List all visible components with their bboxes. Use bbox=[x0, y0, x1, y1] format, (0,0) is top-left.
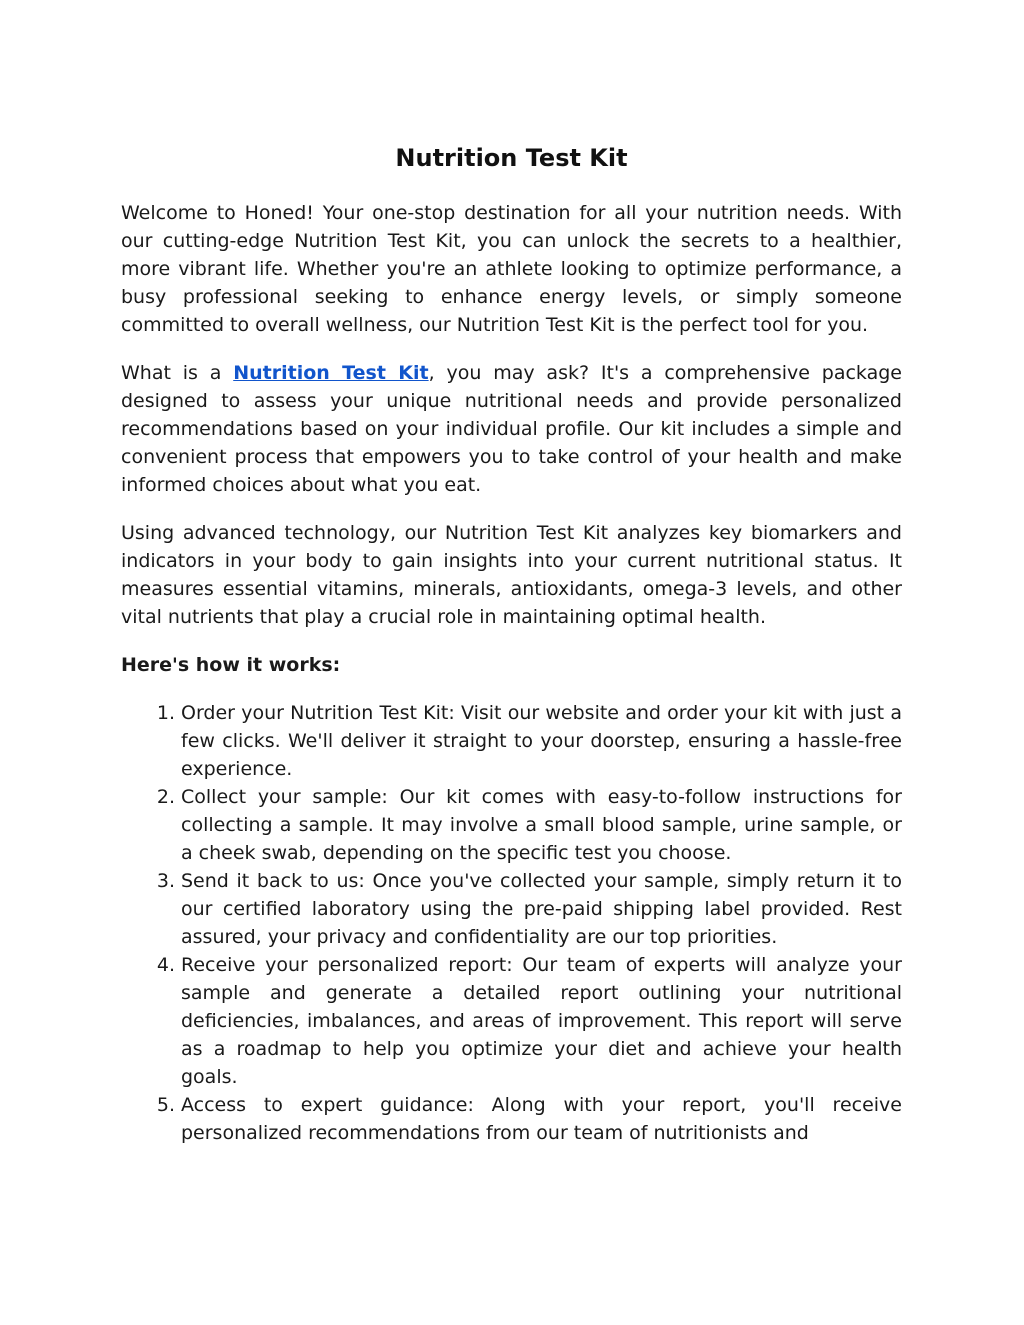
technology-paragraph: Using advanced technology, our Nutrition Test Kit analyzes key biomarkers and indicators in your body to gain insights into your current nutritional status. It measures essential vitamins, minerals, antioxidants, omega-3 levels, and other vital nutrients that play a crucial role in maintaining optimal health. bbox=[121, 522, 902, 628]
list-item-text: Order your Nutrition Test Kit: Visit our website and order your kit with just a few clicks. We'll deliver it straight to your doorstep, ensuring a hassle-free experience. bbox=[181, 702, 902, 780]
list-item bbox=[121, 867, 902, 951]
list-item bbox=[121, 783, 902, 867]
document-page bbox=[121, 140, 902, 1147]
list-item bbox=[121, 1091, 902, 1147]
list-item-text: Send it back to us: Once you've collected your sample, simply return it to our certified laboratory using the pre-paid shipping label provided. Rest assured, your privacy and confidentiality are our top priorities. bbox=[181, 870, 902, 948]
page-title: Nutrition Test Kit bbox=[395, 144, 628, 172]
what-is-lead-text: What is a bbox=[121, 362, 234, 384]
nutrition-test-kit-link[interactable]: Nutrition Test Kit bbox=[233, 362, 429, 384]
list-item bbox=[121, 699, 902, 783]
intro-paragraph: Welcome to Honed! Your one-stop destination for all your nutrition needs. With our cutting-edge Nutrition Test Kit, you can unlock the secrets to a healthier, more vibrant life. Whether you're an athlete looking to optimize performance, a busy professional seeking to enhance energy levels, or simply someone committed to overall wellness, our Nutrition Test Kit is the perfect tool for you. bbox=[121, 202, 902, 336]
list-item-text: Access to expert guidance: Along with your report, you'll receive personalized recommendations from our team of nutritionists and bbox=[181, 1094, 902, 1144]
list-item-number: 5. bbox=[156, 1094, 175, 1116]
list-item-number: 4. bbox=[156, 954, 175, 976]
steps-list bbox=[121, 699, 902, 1147]
list-item-text: Receive your personalized report: Our team of experts will analyze your sample and generate a detailed report outlining your nutritional deficiencies, imbalances, and areas of improvement. This report will serve as a roadmap to help you optimize your diet and achieve your health goals. bbox=[181, 954, 902, 1088]
list-item-number: 3. bbox=[156, 870, 175, 892]
how-it-works-heading: Here's how it works: bbox=[121, 654, 341, 676]
what-is-paragraph bbox=[121, 359, 902, 499]
list-item-number: 2. bbox=[156, 786, 175, 808]
what-is-rest-text: , you may ask? It's a comprehensive package designed to assess your unique nutritional needs and provide personalized recommendations based on your individual profile. Our kit includes a simple and convenient process that empowers you to take control of your health and make informed choices about what you eat. bbox=[121, 362, 902, 496]
list-item-number: 1. bbox=[156, 702, 175, 724]
list-item-text: Collect your sample: Our kit comes with easy-to-follow instructions for collecting a sample. It may involve a small blood sample, urine sample, or a cheek swab, depending on the specific test you choose. bbox=[181, 786, 902, 864]
list-item bbox=[121, 951, 902, 1091]
